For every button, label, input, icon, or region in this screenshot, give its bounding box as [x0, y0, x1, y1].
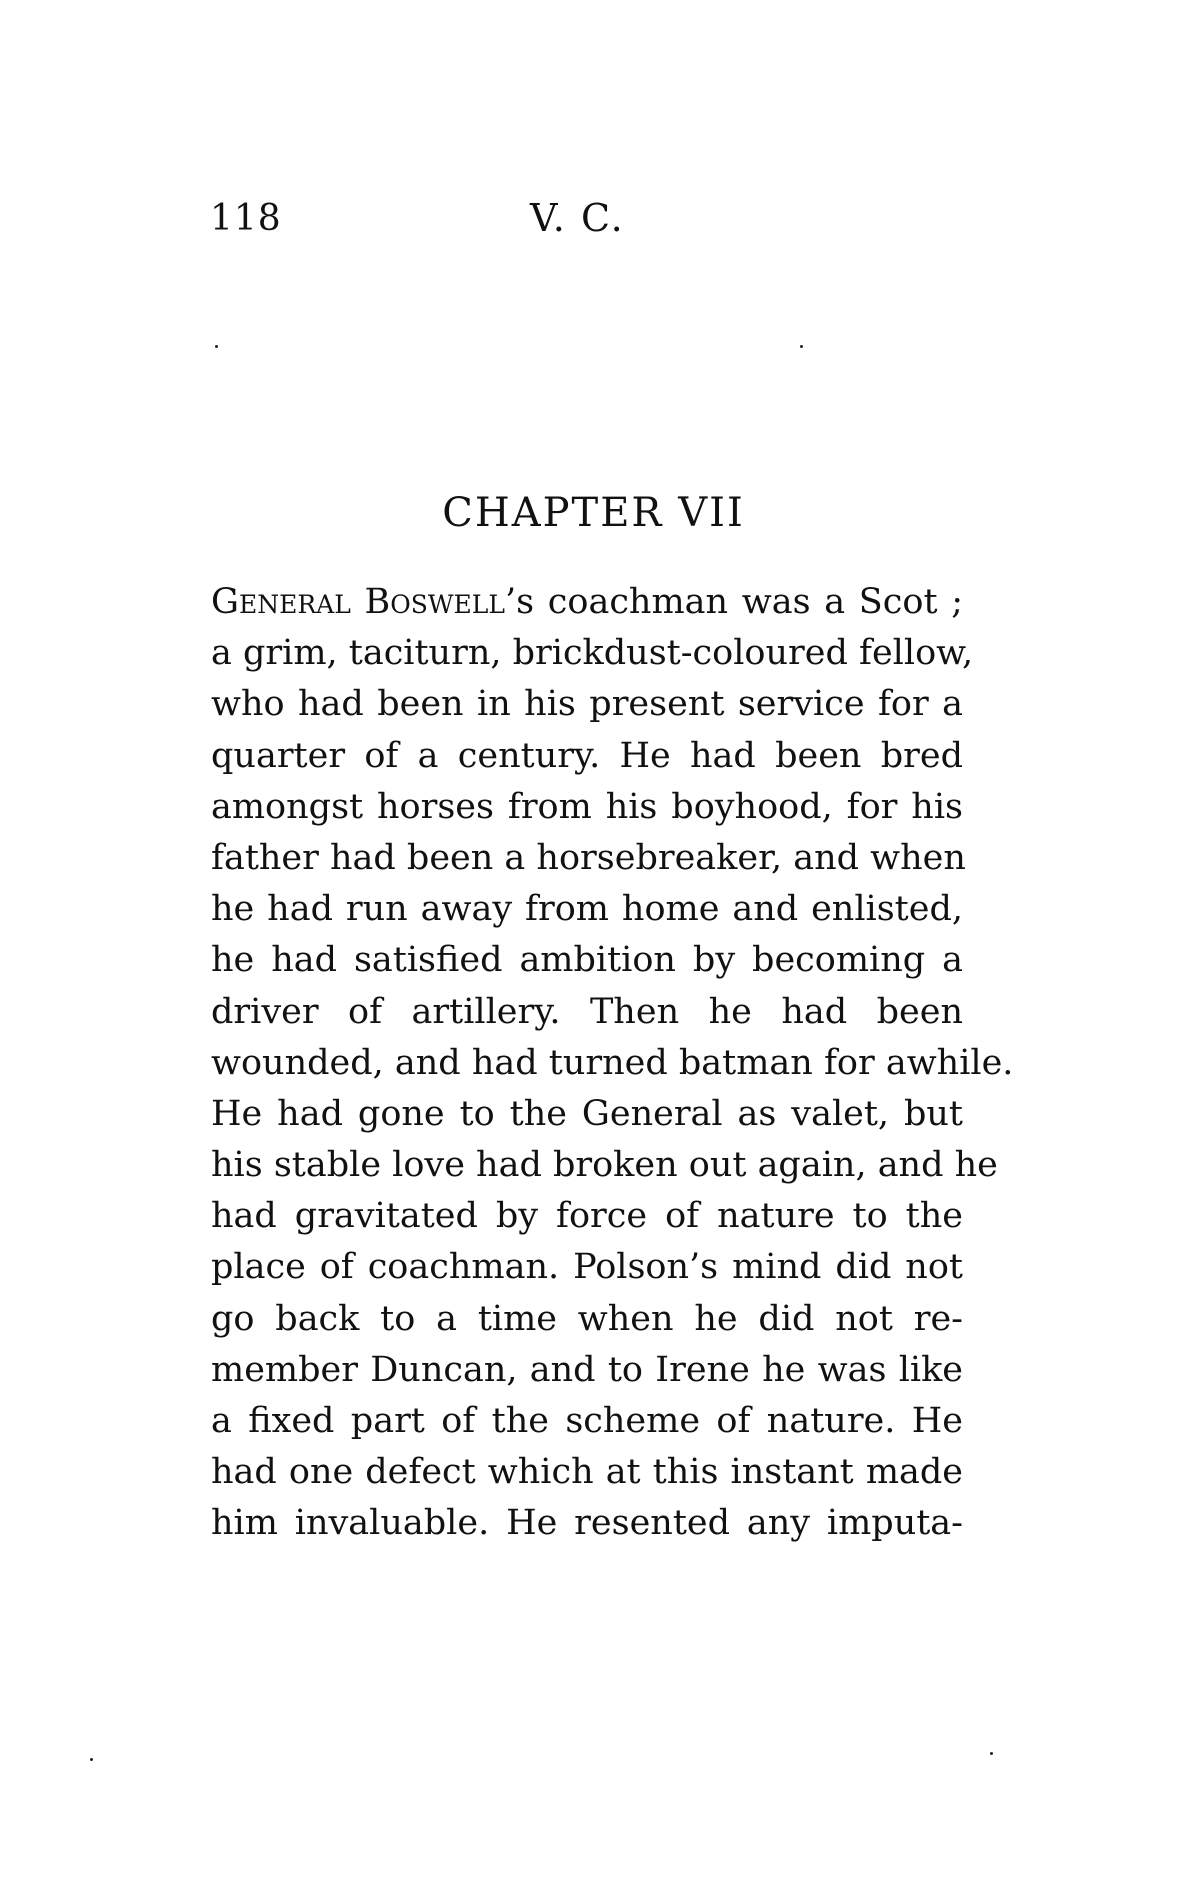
- text-line: his stable love had broken out again, and he: [211, 1145, 998, 1186]
- smallcaps-word: Boswell: [364, 582, 506, 622]
- text-line: [211, 577, 963, 628]
- text-line: he had satisfied ambition by becoming a: [211, 940, 963, 981]
- print-speck: [90, 1758, 93, 1761]
- text-line: had one defect which at this instant made: [211, 1452, 963, 1493]
- text-line: place of coachman. Polson’s mind did not: [211, 1247, 963, 1288]
- print-speck: [800, 345, 803, 348]
- print-speck: [990, 1752, 993, 1755]
- chapter-title: CHAPTER VII: [442, 490, 745, 536]
- text-line: he had run away from home and enlisted,: [211, 889, 963, 930]
- text-line: member Duncan, and to Irene he was like: [211, 1349, 963, 1390]
- body-text: [211, 577, 1014, 1550]
- text-line: a fixed part of the scheme of nature. He: [211, 1401, 963, 1441]
- text-line: go back to a time when he did not re-: [211, 1298, 963, 1339]
- print-speck: [215, 345, 218, 348]
- line-rest: ’s coachman was a Scot ;: [505, 582, 963, 622]
- text-line: a grim, taciturn, brickdust-coloured fellow,: [211, 633, 974, 674]
- text-line: wounded, and had turned batman for awhile.: [211, 1042, 1014, 1083]
- text-line: father had been a horsebreaker, and when: [211, 837, 966, 878]
- text-line: He had gone to the General as valet, but: [211, 1093, 963, 1134]
- text-line: driver of artillery. Then he had been: [211, 991, 963, 1032]
- text-line: had gravitated by force of nature to the: [211, 1196, 963, 1237]
- text-line: who had been in his present service for a: [211, 684, 963, 725]
- text-line: him invaluable. He resented any imputa-: [211, 1503, 963, 1544]
- text-line: amongst horses from his boyhood, for his: [211, 786, 963, 827]
- page-number: 118: [210, 198, 282, 239]
- text-line: quarter of a century. He had been bred: [211, 735, 963, 776]
- running-head: V. C.: [530, 196, 625, 240]
- smallcaps-word: General: [211, 582, 351, 622]
